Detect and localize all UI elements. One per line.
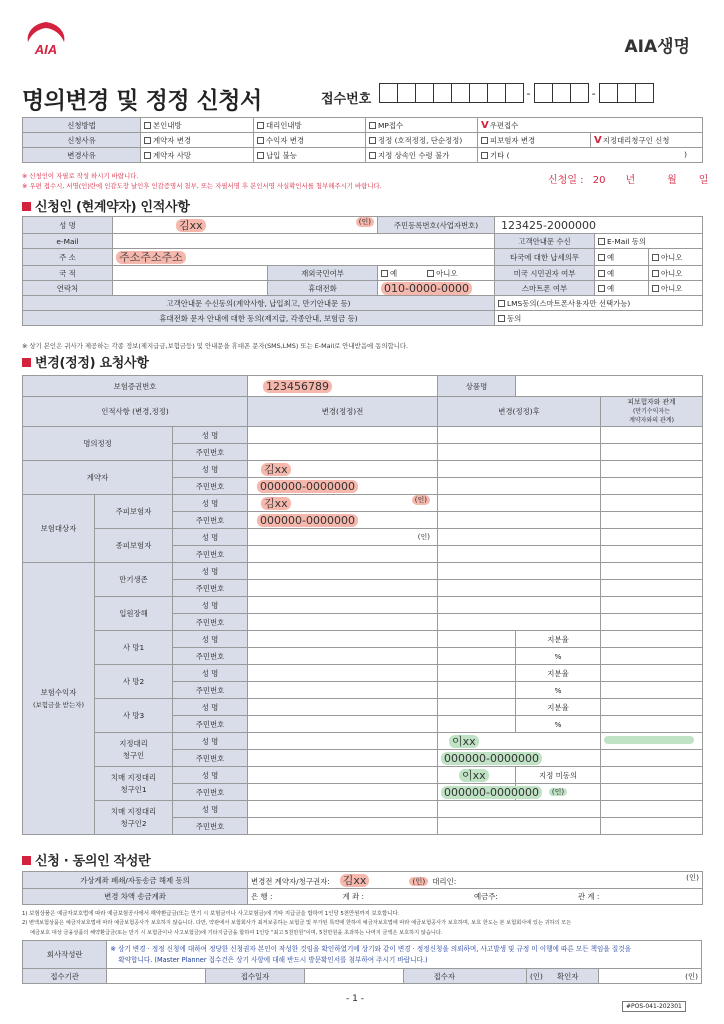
rename-before-rrn[interactable] — [248, 444, 438, 461]
checkmark-icon: V — [481, 119, 489, 131]
addr-label: 주 소 — [23, 249, 113, 266]
company-check-label: 회사작성란 — [23, 941, 107, 969]
name-label: 성 명 — [23, 217, 113, 234]
warn-handwrite: ※ 신청인이 자필로 작성 하시기 바랍니다. — [22, 172, 139, 180]
page-number: - 1 - — [346, 994, 364, 1004]
receiver-label: 접수자 — [403, 969, 526, 984]
overseas-options[interactable]: 예 아니오 — [378, 266, 495, 281]
opt-unpaid[interactable]: 납입 불능 — [254, 148, 366, 163]
org-label: 접수기관 — [23, 969, 107, 984]
rrn-label: 주민등록번호(사업자번호) — [378, 217, 495, 234]
opt-mp[interactable]: MP접수 — [366, 118, 478, 133]
email-label: e-Mail — [23, 234, 113, 249]
contractor-rel2[interactable] — [601, 478, 703, 495]
sub-ins-after-name[interactable] — [438, 529, 601, 546]
mobile-field[interactable]: 010-0000-0000 — [378, 281, 495, 296]
form-code: #POS-041-202301 — [622, 1001, 686, 1012]
section1-title: 신청인 (현계약자) 인적사항 — [22, 196, 190, 215]
agent-rel[interactable] — [601, 733, 703, 750]
opt-agent-claim[interactable]: V지정대리청구인 신청 — [591, 133, 703, 148]
opt-beneficiary[interactable]: 수익자 변경 — [254, 133, 366, 148]
rename-rel[interactable] — [601, 427, 703, 444]
before-owner[interactable]: 변경전 계약자/청구권자: 김xx (인) 대리인: (인) — [248, 872, 703, 889]
contractor-after-name[interactable] — [438, 461, 601, 478]
opt-insured[interactable]: 피보험자 변경 — [478, 133, 591, 148]
row-contractor: 계약자 — [23, 461, 173, 495]
company-name: AIA생명 — [624, 37, 690, 57]
nation-field[interactable] — [113, 266, 268, 281]
address-field[interactable]: 주소주소주소 — [113, 249, 495, 266]
request-table — [22, 117, 703, 163]
sms-agree[interactable]: 동의 — [495, 311, 703, 326]
overseas-label: 재외국민여부 — [268, 266, 378, 281]
col-after: 변경(정정)후 — [438, 397, 601, 427]
rename-after-name[interactable] — [438, 427, 601, 444]
agent-after-rrn[interactable]: 000000-0000000 — [438, 750, 601, 767]
aia-logo-icon — [22, 18, 70, 58]
row-beneficiary: 보험수익자 (보험금을 받는자) — [23, 563, 95, 835]
nation-label: 국 적 — [23, 266, 113, 281]
rename-rel2[interactable] — [601, 444, 703, 461]
opt-death[interactable]: 계약자 사망 — [141, 148, 254, 163]
row-rename: 명의정정 — [23, 427, 173, 461]
policy-label: 보험증권번호 — [23, 376, 248, 397]
policy-number[interactable]: 123456789 — [248, 376, 438, 397]
change-table: 보험증권번호 123456789 상품명 인적사항 (변경,정정) 변경(정정)전 변경(정정)후 피보험자와 관계 (만기수익자는 계약자와의 관계) 명의정정 성 명 주민번호 계약자 성 명 김xx 주민번호 000000-0000000 보험대상자 주피보험자 성 명 김xx (인) 주민번호 000000-0000000 종피보험자 성 명 (인) 주민번호 보험수익자 (보험금을 받는자) 만기생존 성 명 주민번호 입원장해 성 명 주민번호 사 망1 성 명 지분율 주민번호 % 사 망2 성 명 지분율 주민번호 % 사 망3 성 명 지분율 주민번호 % 지정대리 청구인 성 명 이xx 주민번호 000000-0000000 치매 지정대리 청구인1 성 명 이xx 지정 미동의 주민번호 000000-0000000 (인) 치매 지정대리 청구인2 성 명 주민번호 — [22, 375, 703, 835]
company-note: ※ 상기 변경 · 정정 신청에 대하여 정당한 신청권자 본인이 작성한 것임을 확인하였기에 상기와 같이 변경 · 정정신청을 의뢰하며, 사고발생 및 규정 미 이행에 따른 모든 책임을 질것을 확약합니다. (Master Planner 접수건은 상기 사항에 대해 반드시 방문확인서를 첨부하여 주시기 바랍니다.) — [107, 941, 702, 969]
contractor-before-rrn[interactable]: 000000-0000000 — [248, 478, 438, 495]
main-ins-rel[interactable] — [601, 495, 703, 512]
section3-title: 신청 · 동의인 작성란 — [22, 850, 150, 869]
col-before: 변경(정정)전 — [248, 397, 438, 427]
contractor-rel[interactable] — [601, 461, 703, 478]
contact-label: 연락처 — [23, 281, 113, 296]
org-field[interactable] — [107, 969, 206, 984]
main-ins-rel2[interactable] — [601, 512, 703, 529]
sub-ins-rel2[interactable] — [601, 546, 703, 563]
change-label: 변경사유 — [23, 148, 141, 163]
us-yes[interactable]: 예 — [595, 266, 649, 281]
opt-contractor[interactable]: 계약자 변경 — [141, 133, 254, 148]
notice-label: 고객안내문 수신 — [495, 234, 595, 249]
row-sub-insured: 종피보험자 — [95, 529, 173, 563]
smart-no[interactable]: 아니오 — [649, 281, 703, 296]
applicant-rrn[interactable]: 123425-2000000 — [495, 217, 703, 234]
applicant-table — [22, 216, 703, 326]
agent-after-name[interactable]: 이xx — [438, 733, 601, 750]
main-ins-after-rrn[interactable] — [438, 512, 601, 529]
smart-yes[interactable]: 예 — [595, 281, 649, 296]
dem-after-rrn[interactable]: 000000-0000000 — [438, 784, 516, 801]
opt-agent-visit[interactable]: 대리인내방 — [254, 118, 366, 133]
footnote-3: 예금보호 대상 금융상품의 해약환급금(또는 만기 시 보험금이나 사고보험금)에 기타지급금을 합하여 1인당 "최고 5천만원"이며, 5천만원을 초과하는 나머지 금액은 보호하지 않습니다. — [30, 930, 443, 936]
email-agree[interactable]: E-Mail 동의 — [595, 234, 703, 249]
main-ins-after-name[interactable] — [438, 495, 601, 512]
smartphone-label: 스마트폰 여부 — [495, 281, 595, 296]
sub-ins-before-rrn[interactable] — [248, 546, 438, 563]
dem-after-name[interactable]: 이xx — [438, 767, 516, 784]
email-field[interactable] — [113, 234, 495, 249]
us-no[interactable]: 아니오 — [649, 266, 703, 281]
agree-note: ※ 상기 본인은 귀사가 제공하는 각종 정보(제지급금,보험금등) 및 안내문을 휴대폰 문자(SMS,LMS) 또는 E-Mail로 안내받음에 동의합니다. — [22, 342, 409, 350]
reason-label: 신청사유 — [23, 133, 141, 148]
lms-agree[interactable]: LMS동의(스마트폰사용자만 선택가능) — [495, 296, 703, 311]
date-label: 접수일자 — [206, 969, 305, 984]
notice-ways-label: 고객안내문 수신동의(계약사항, 납입최고, 만기안내문 등) — [23, 296, 495, 311]
opt-mail[interactable]: V우편접수 — [478, 118, 703, 133]
svg-text:AIA: AIA — [34, 42, 58, 57]
row-main-insured: 주피보험자 — [95, 495, 173, 529]
contractor-after-rrn[interactable] — [438, 478, 601, 495]
opt-other[interactable]: 기타 ( ) — [478, 148, 703, 163]
bank-fields[interactable]: 은 행 : 계 좌 : 예금주: 관 계 : — [248, 889, 703, 905]
mobile-label: 휴대전화 — [268, 281, 378, 296]
product-label: 상품명 — [438, 376, 516, 397]
tax-label: 타국에 대한 납세의무 — [495, 249, 595, 266]
sub-ins-rel[interactable] — [601, 529, 703, 546]
method-label: 신청방법 — [23, 118, 141, 133]
footnote-2: 2) 변액보험상품은 예금자보호법에 따라 예금보험공사가 보호하지 않습니다. 다만, 약관에서 보험회사가 최저보증하는 보험금 및 부가된 특약에 한하여 예금자보호법에 따라 예금보험공사가 보호하며, 보호 한도는 본 보험회사에 있는 귀하의 모든 — [22, 920, 572, 926]
contractor-before-name[interactable]: 김xx — [248, 461, 438, 478]
sms-ways-label: 휴대전화 문자 안내에 대한 동의(제지급, 각종안내, 보험금 등) — [23, 311, 495, 326]
main-ins-before-name[interactable]: 김xx (인) — [248, 495, 438, 512]
bank-label: 변경 차액 송금계좌 — [23, 889, 248, 905]
tax-yes[interactable]: 예 — [595, 249, 649, 266]
company-table — [22, 940, 702, 984]
applicant-name[interactable]: 김xx (인) — [113, 217, 378, 234]
confirmer-field[interactable]: (인) — [599, 969, 702, 984]
rename-before-name[interactable] — [248, 427, 438, 444]
page-title: 명의변경 및 정정 신청서 — [22, 88, 262, 114]
opt-heir[interactable]: 지정 상속인 수령 불가 — [366, 148, 478, 163]
cancel-label: 가상계좌 폐쇄/자동송금 해제 동의 — [23, 872, 248, 889]
confirmer-label: (인) 확인자 — [527, 969, 599, 984]
contact-field[interactable] — [113, 281, 268, 296]
sub-ins-after-rrn[interactable] — [438, 546, 601, 563]
rename-after-rrn[interactable] — [438, 444, 601, 461]
receipt-label: 접수번호 — [321, 92, 372, 107]
footnote-1: 1) 보험상품은 예금자보호법에 따라 예금보험공사에서 해약환급금(또는 만기 시 보험금이나 사고보험금)에 기타 지급금을 합하여 1인당 5천만원까지 보호합니다. — [22, 911, 400, 917]
tax-no[interactable]: 아니오 — [649, 249, 703, 266]
us-label: 미국 시민권자 여부 — [495, 266, 595, 281]
warn-mail: ※ 우편 접수시, 서명(인)란에 인감도장 날인후 인감증명서 첨부, 또는 자필서명 후 본인서명 사실확인서를 첨부해주시기 바랍니다. — [22, 182, 382, 190]
apply-date[interactable]: 신청일 : 20 년 월 일 — [548, 175, 709, 186]
col-items: 인적사항 (변경,정정) — [23, 397, 248, 427]
checkmark-icon: V — [594, 134, 602, 146]
product-name[interactable] — [516, 376, 703, 397]
opt-correction[interactable]: 정정 (호적정정, 단순정정) — [366, 133, 478, 148]
row-insured: 보험대상자 — [23, 495, 95, 563]
date-field[interactable] — [304, 969, 403, 984]
receipt-number-boxes[interactable]: - - — [380, 83, 654, 105]
col-relation: 피보험자와 관계 (만기수익자는 계약자와의 관계) — [601, 397, 703, 427]
opt-self-visit[interactable]: 본인내방 — [141, 118, 254, 133]
main-ins-before-rrn[interactable]: 000000-0000000 — [248, 512, 438, 529]
sub-ins-before-name[interactable]: (인) — [248, 529, 438, 546]
consent-table — [22, 871, 703, 905]
section2-title: 변경(정정) 요청사항 — [22, 352, 149, 371]
